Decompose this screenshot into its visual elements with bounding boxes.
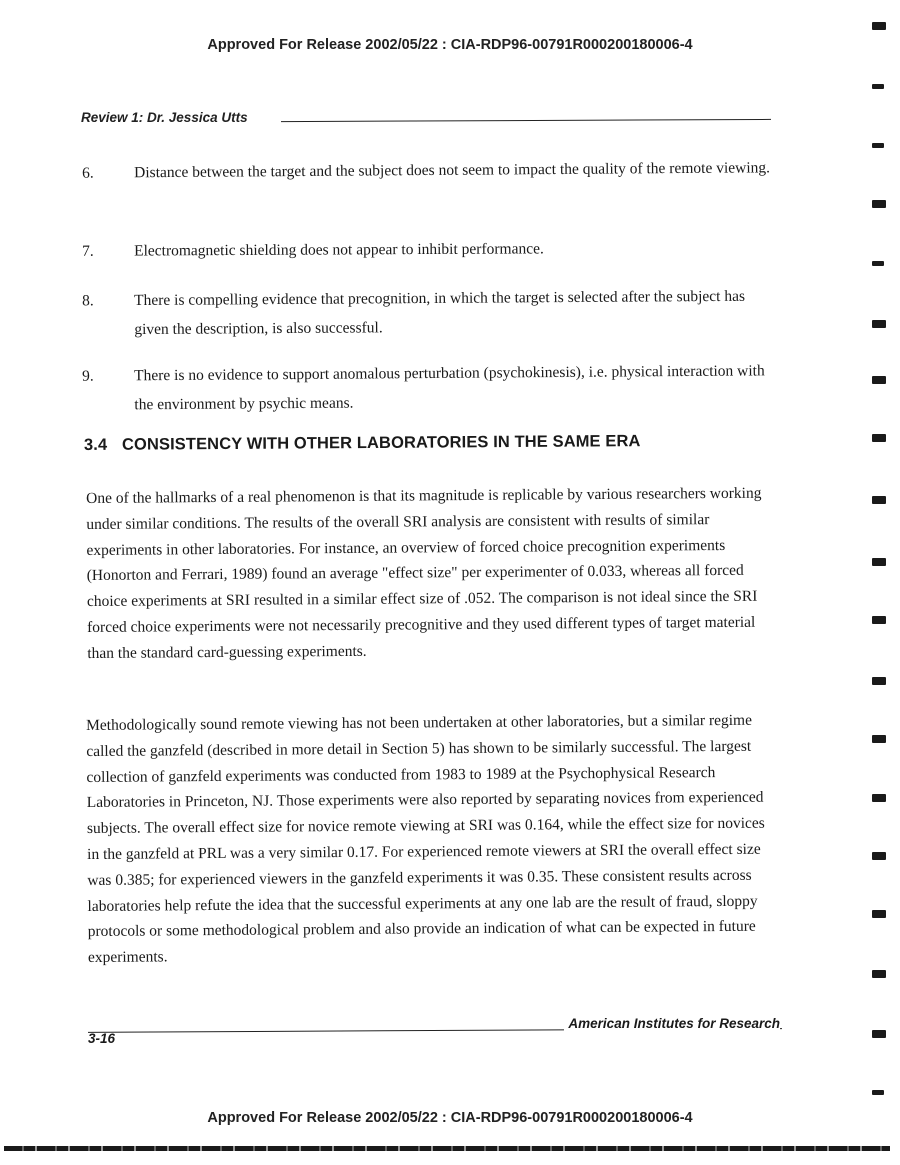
header-rule xyxy=(281,119,771,122)
scan-margin-marks xyxy=(868,0,892,1110)
list-item xyxy=(82,153,772,182)
item-number: 9. xyxy=(82,367,94,385)
item-text: There is compelling evidence that precognition, in which the target is selected after the subject has given the description, is also successful. xyxy=(134,287,746,339)
list-item xyxy=(82,282,772,339)
body-paragraph: One of the hallmarks of a real phenomenon is that its magnitude is replicable by various researchers working under similar conditions. The results of the overall SRI analysis are consistent with results of similar experiments in other laboratories. For instance, an overview of forced choice precognition experiments (Honorton and Ferrari, 1989) found an average "effect size" per experimenter of 0.033, whereas all forced choice experiments at SRI resulted in a similar effect size of .052. The comparison is not ideal since the SRI forced choice experiments were not necessarily precognitive and they used different types of target material than the standard card-guessing experiments. xyxy=(86,484,762,662)
scan-mark xyxy=(872,970,886,978)
scan-mark xyxy=(872,852,886,860)
scan-mark xyxy=(872,558,886,566)
item-text: There is no evidence to support anomalous perturbation (psychokinesis), i.e. physical interaction with the environment by psychic means. xyxy=(134,362,765,414)
item-number: 7. xyxy=(82,242,94,260)
item-number: 6. xyxy=(82,164,94,182)
scan-mark xyxy=(872,496,886,504)
review-label: Review 1: Dr. Jessica Utts xyxy=(81,110,254,125)
scan-edge-bar xyxy=(4,1146,890,1151)
section-title: CONSISTENCY WITH OTHER LABORATORIES IN THE SAME ERA xyxy=(121,432,641,454)
section-number: 3.4 xyxy=(83,435,108,454)
scan-mark xyxy=(872,1090,884,1095)
scan-mark xyxy=(872,677,886,685)
scan-mark xyxy=(872,1030,886,1038)
release-header: Approved For Release 2002/05/22 : CIA-RDP96-00791R000200180006-4 xyxy=(207,37,693,53)
page-footer xyxy=(88,1018,782,1048)
item-text: Distance between the target and the subject does not seem to impact the quality of the remote viewing. xyxy=(134,159,771,182)
scan-mark xyxy=(872,735,886,743)
list-item xyxy=(82,233,772,260)
review-header xyxy=(81,110,771,132)
scan-mark xyxy=(872,261,884,266)
scan-mark xyxy=(872,22,886,30)
organization-name: American Institutes for Research xyxy=(564,1016,780,1031)
item-text: Electromagnetic shielding does not appear to inhibit performance. xyxy=(134,240,544,260)
scan-mark xyxy=(872,320,886,328)
scan-mark xyxy=(872,616,886,624)
page-number: 3-16 xyxy=(88,1031,116,1046)
scan-mark xyxy=(872,200,886,208)
list-item xyxy=(82,356,772,414)
body-paragraph: Methodologically sound remote viewing has not been undertaken at other laboratories, but a similar regime called the ganzfeld (described in more detail in Section 5) has shown to be similarly successful. The largest collection of ganzfeld experiments was conducted from 1983 to 1989 at the Psychophysical Research Laboratories in Princeton, NJ. Those experiments were also reported by separating novices from experienced subjects. The overall effect size for novice remote viewing at SRI was 0.164, while the effect size for novices in the ganzfeld at PRL was a very similar 0.17. For experienced remote viewers at SRI the overall effect size was 0.385; for experienced viewers in the ganzfeld experiments it was 0.35. These consistent results across laboratories help refute the idea that the successful experiments at any one lab are the result of fraud, sloppy protocols or some methodological problem and also provide an indication of what can be expected in future experiments. xyxy=(86,711,765,967)
scan-mark xyxy=(872,910,886,918)
scan-mark xyxy=(872,794,886,802)
scan-mark xyxy=(872,376,886,384)
release-footer: Approved For Release 2002/05/22 : CIA-RDP96-00791R000200180006-4 xyxy=(207,1110,693,1126)
section-heading xyxy=(84,432,724,455)
scan-mark xyxy=(872,84,884,89)
scan-mark xyxy=(872,143,884,148)
scan-mark xyxy=(872,434,886,442)
item-number: 8. xyxy=(82,292,94,310)
